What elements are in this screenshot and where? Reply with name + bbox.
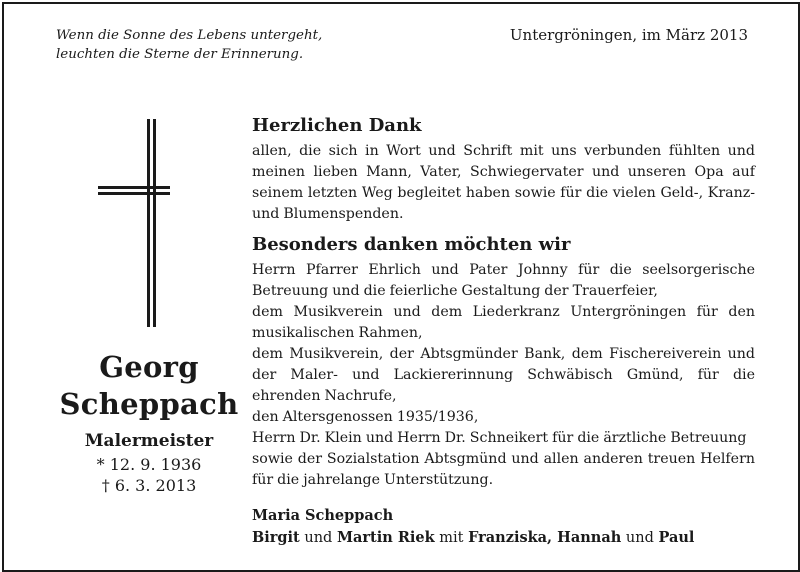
signature-line-1: [252, 505, 755, 527]
thanks-paragraph: allen, die sich in Wort und Schrift mit uns verbunden fühlten und meinen lieben Mann, Vater, Schwiegervater und unseren Opa auf seinem letzten Weg begleitet haben sowie für die vielen Geld-, Kranz- und Blumenspenden.: [252, 143, 755, 222]
signature-paul: Paul: [658, 529, 695, 546]
special-thanks-heading: Besonders danken möchten wir: [252, 234, 571, 255]
thanks-heading: Herzlichen Dank: [252, 115, 422, 136]
cross-icon: [98, 119, 170, 327]
signature-and: und: [625, 530, 654, 546]
special-thanks-item: den Altersgenossen 1935/1936,: [252, 409, 479, 425]
motto-line-1: Wenn die Sonne des Lebens untergeht,: [56, 28, 323, 43]
life-dates: [44, 454, 254, 496]
profession: Malermeister: [84, 431, 214, 451]
death-date: † 6. 3. 2013: [101, 476, 197, 495]
signature-and: und: [304, 530, 333, 546]
special-thanks-item: Herrn Pfarrer Ehrlich und Pater Johnny für die seelsorgerische Betreuung und die feierliche Gestaltung der Trauerfeier,: [252, 262, 755, 299]
birth-date: * 12. 9. 1936: [96, 455, 202, 474]
place-date: Untergröningen, im März 2013: [509, 26, 748, 44]
first-name: Georg: [99, 350, 199, 384]
motto: [56, 26, 376, 64]
main-text: [252, 114, 755, 549]
signature-birgit: Birgit: [252, 529, 300, 546]
signature-martin: Martin Riek: [336, 529, 435, 546]
special-thanks-item: dem Musikverein und dem Liederkranz Untergröningen für den musikalischen Rahmen,: [252, 304, 755, 341]
special-thanks-item: dem Musikverein, der Abtsgmünder Bank, dem Fischereiverein und der Maler- und Lackiererinnung Schwäbisch Gmünd, für die ehrenden Nachrufe,: [252, 346, 755, 404]
deceased-name: [44, 349, 254, 423]
signature-maria: Maria Scheppach: [252, 507, 394, 524]
special-thanks-item: sowie der Sozialstation Abtsgmünd und allen anderen treuen Helfern für die jahrelange Unterstützung.: [252, 451, 755, 488]
last-name: Scheppach: [59, 387, 239, 421]
special-thanks-item: Herrn Dr. Klein und Herrn Dr. Schneikert für die ärztliche Betreuung: [252, 430, 747, 446]
signature-grandchildren: Franziska, Hannah: [468, 529, 622, 546]
motto-line-2: leuchten die Sterne der Erinnerung.: [56, 47, 304, 62]
obituary-notice: [2, 2, 800, 572]
signature-with: mit: [439, 530, 464, 546]
signature-line-2: [252, 527, 755, 549]
